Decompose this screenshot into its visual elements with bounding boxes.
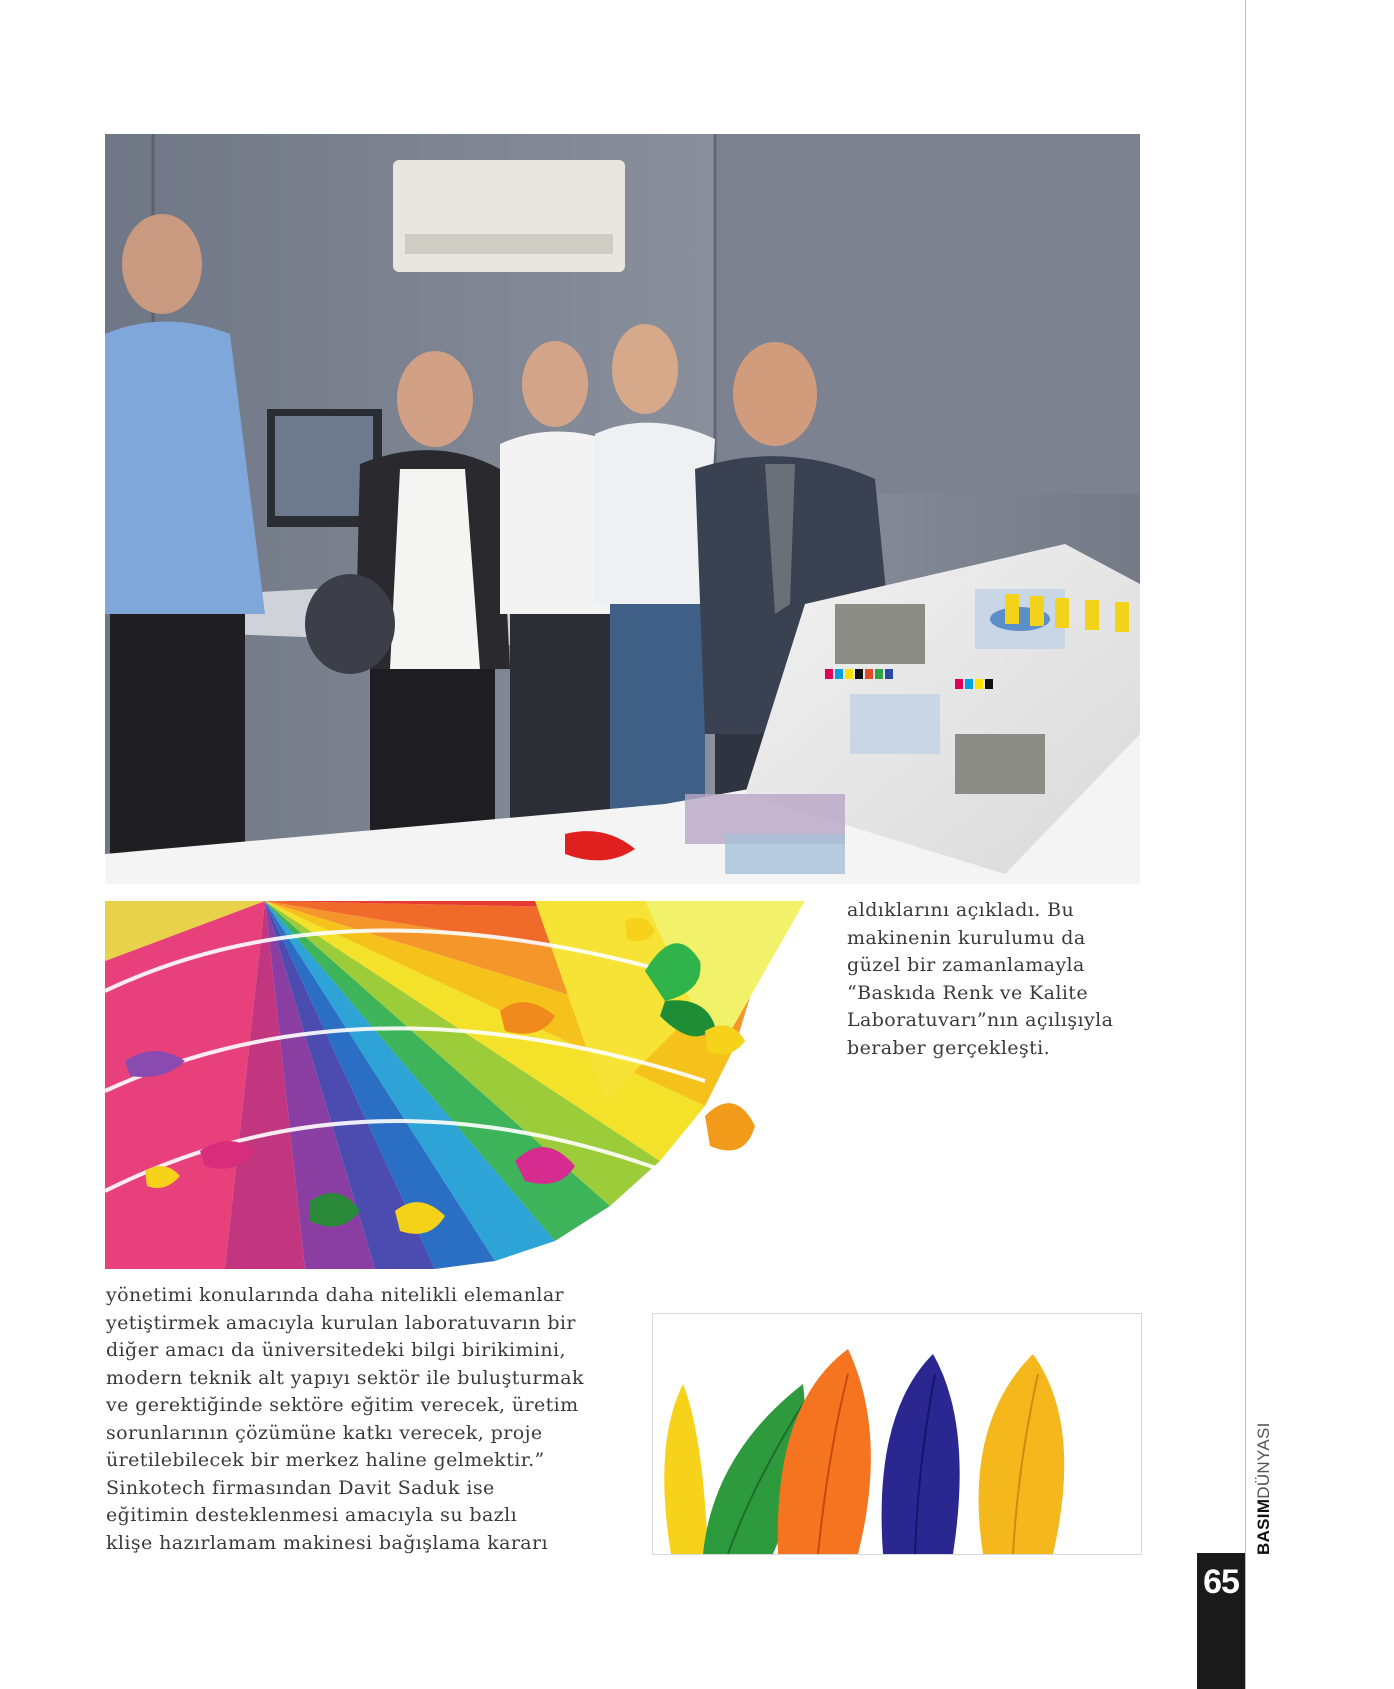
text-line: güzel bir zamanlamayla xyxy=(847,954,1085,976)
text-line: beraber gerçekleşti. xyxy=(847,1036,1051,1059)
article-text-right-column xyxy=(847,897,1147,1062)
brand-light-text: DÜNYASI xyxy=(1254,1422,1273,1499)
text-line: yönetimi konularında daha nitelikli elemanlar xyxy=(106,1284,565,1306)
text-line: aldıklarını açıkladı. Bu xyxy=(847,899,1075,921)
text-line: eğitimin desteklenmesi amacıyla su bazlı xyxy=(106,1504,518,1526)
margin-rule xyxy=(1245,0,1246,1689)
text-line: makinenin kurulumu da xyxy=(847,926,1086,949)
text-line: modern teknik alt yapıyı sektör ile buluşturmak xyxy=(106,1366,584,1389)
article-text-left-column xyxy=(106,1282,626,1557)
text-line: Sinkotech firmasından Davit Saduk ise xyxy=(106,1476,495,1499)
page-number-box xyxy=(1197,1553,1245,1689)
text-line: “Baskıda Renk ve Kalite xyxy=(847,981,1088,1004)
text-line: üretilebilecek bir merkez haline gelmektir.” xyxy=(106,1449,545,1471)
lab-visit-photo xyxy=(105,134,1140,884)
text-line: Laboratuvarı”nın açılışıyla xyxy=(847,1009,1114,1031)
text-line: diğer amacı da üniversitedeki bilgi birikimini, xyxy=(106,1339,566,1361)
feathers-photo xyxy=(652,1313,1142,1555)
brand-bold-text: BASIM xyxy=(1254,1498,1273,1555)
page-number: 65 xyxy=(1203,1563,1239,1601)
magazine-brand xyxy=(1254,1422,1274,1555)
text-line: ve gerektiğinde sektöre eğitim verecek, üretim xyxy=(106,1394,579,1416)
text-line: klişe hazırlamam makinesi bağışlama kararı xyxy=(106,1531,548,1554)
text-line: sorunlarının çözümüne katkı verecek, proje xyxy=(106,1421,543,1444)
text-line: yetiştirmek amacıyla kurulan laboratuvarın bir xyxy=(106,1311,576,1334)
color-fan-illustration xyxy=(105,901,805,1269)
